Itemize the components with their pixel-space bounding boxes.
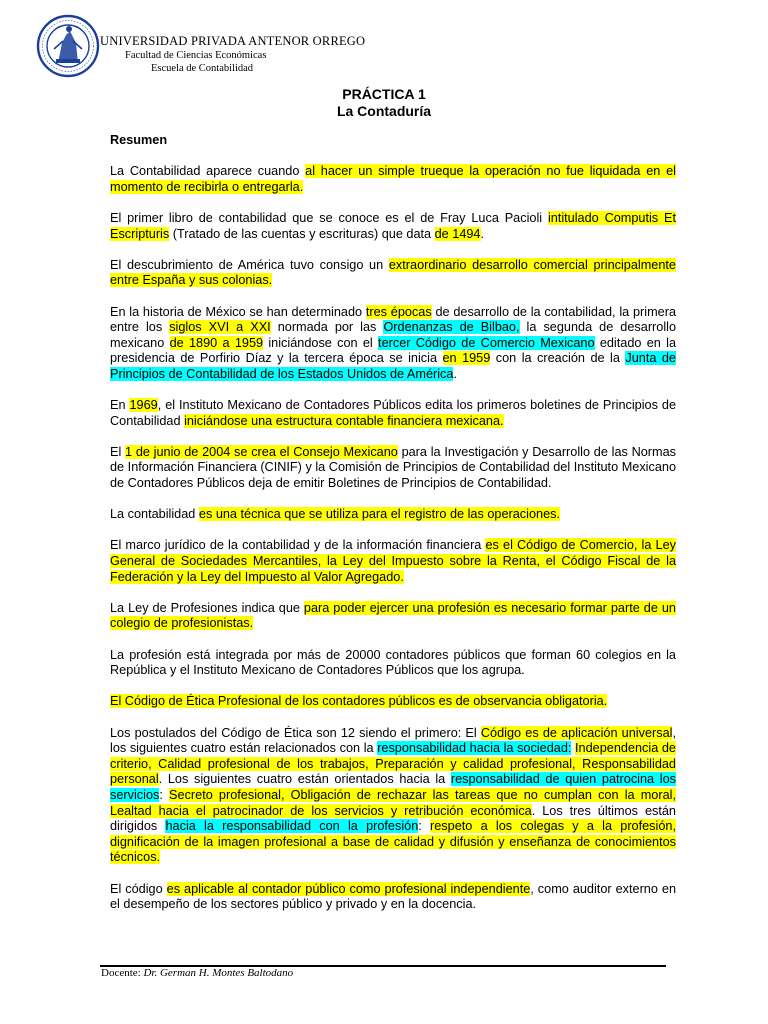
- text-run: , como auditor externo en el desempeño de los sectores público y privado y en la docencia.: [110, 881, 677, 912]
- text-run: La contabilidad: [110, 507, 199, 522]
- text-run: En: [110, 398, 130, 413]
- highlight-yellow: tres épocas: [365, 304, 432, 319]
- paragraph-list: [110, 164, 676, 913]
- text-run: :: [159, 787, 170, 802]
- text-run: La Ley de Profesiones indica que: [110, 600, 304, 615]
- university-name: UNIVERSIDAD PRIVADA ANTENOR ORREGO: [100, 34, 366, 48]
- paragraph: [110, 211, 676, 242]
- text-run: En la historia de México se han determinado: [110, 304, 366, 319]
- highlight-yellow: extraordinario desarrollo comercial principalmente entre España y sus colonias.: [110, 257, 676, 288]
- paragraph: [110, 601, 676, 632]
- text-run: para la Investigación y Desarrollo de las Normas de Información Financiera (CINIF) y la Comisión de Principios de Contabilidad del Instituto Mexicano de Contadores Públicos deja de emitir Boletines de Principios de Contabilidad.: [110, 444, 676, 491]
- highlight-yellow: El Código de Ética Profesional de los contadores públicos es de observancia obligatoria.: [110, 694, 608, 709]
- highlight-yellow: siglos XVI a XXI: [169, 320, 271, 335]
- text-run: La profesión está integrada por más de 20000 contadores públicos que forman 60 colegios en la República y el Instituto Mexicano de Contadores Públicos que los agrupa.: [110, 647, 676, 678]
- highlight-yellow: de 1890 a 1959: [169, 335, 264, 350]
- paragraph: [110, 507, 676, 523]
- highlight-yellow: es el Código de Comercio, la Ley General de Sociedades Mercantiles, la Ley del Impuesto sobre la Renta, el Código Fiscal de la Federación y la Ley del Impuesto al Valor Agregado.: [110, 538, 676, 584]
- highlight-cyan: responsabilidad de quien patrocina los servicios: [110, 772, 676, 802]
- text-run: . Los tres últimos están dirigidos: [110, 803, 676, 834]
- highlight-cyan: responsabilidad hacia la sociedad:: [377, 741, 572, 756]
- highlight-yellow: en 1959: [442, 351, 491, 366]
- highlight-yellow: 1 de junio de 2004 se crea el Consejo Mexicano: [125, 444, 398, 459]
- faculty-name: Facultad de Ciencias Económicas: [125, 50, 267, 61]
- text-run: iniciándose con el: [263, 335, 379, 350]
- highlight-yellow: es una técnica que se utiliza para el registro de las operaciones.: [198, 507, 560, 522]
- highlight-cyan: Ordenanzas de Bilbao,: [383, 320, 520, 335]
- text-run: con la creación de la: [490, 351, 626, 366]
- text-run: .: [453, 366, 457, 381]
- text-run: El código: [110, 881, 167, 896]
- highlight-yellow: Secreto profesional, Obligación de rechazar las tareas que no cumplan con la moral, Lealtad hacia el patrocinador de los servicios y retribución económica: [110, 787, 676, 818]
- text-run: El: [110, 444, 126, 459]
- text-run: la segunda de desarrollo mexicano: [110, 320, 677, 350]
- footer: [101, 967, 293, 979]
- highlight-yellow: iniciándose una estructura contable financiera mexicana.: [184, 413, 504, 428]
- paragraph: [110, 258, 676, 289]
- highlight-yellow: intitulado Computis Et Escripturis: [110, 210, 676, 241]
- text-run: El descubrimiento de América tuvo consigo un: [110, 257, 389, 272]
- highlight-yellow: es aplicable al contador público como profesional independiente: [166, 881, 531, 896]
- text-run: , el Instituto Mexicano de Contadores Públicos edita los primeros boletines de Principios de Contabilidad: [110, 398, 677, 428]
- text-run: de desarrollo de la contabilidad, la primera entre los: [110, 304, 676, 335]
- section-heading: Resumen: [110, 133, 168, 147]
- text-run: . Los siguientes cuatro están orientados hacia la: [158, 772, 451, 787]
- text-run: :: [418, 819, 431, 834]
- text-run: El marco jurídico de la contabilidad y de la información financiera: [110, 538, 486, 553]
- highlight-yellow: Independencia de criterio, Calidad profesional de los trabajos, Preparación y calidad profesional, Responsabilidad personal: [110, 741, 676, 787]
- highlight-cyan: tercer Código de Comercio Mexicano: [378, 335, 595, 350]
- highlight-yellow: Código es de aplicación universal: [480, 725, 673, 740]
- school-name: Escuela de Contabilidad: [151, 63, 254, 74]
- highlight-yellow: al hacer un simple trueque la operación no fue liquidada en el momento de recibirla o entregarla.: [110, 164, 676, 194]
- text-run: (Tratado de las cuentas y escrituras) que data: [169, 226, 435, 241]
- highlight-cyan: hacia la responsabilidad con la profesión: [165, 819, 419, 834]
- highlight-cyan: Junta de Principios de Contabilidad de los Estados Unidos de América: [110, 351, 676, 381]
- highlight-yellow: 1969: [129, 398, 158, 413]
- paragraph: [110, 726, 676, 866]
- text-run: editado en la presidencia de Porfirio Díaz y la tercera época se inicia: [110, 335, 677, 366]
- paragraph: [110, 882, 676, 913]
- paragraph: [110, 305, 676, 383]
- paragraph: [110, 164, 676, 195]
- text-run: Los postulados del Código de Ética son 12 siendo el primero: El: [110, 725, 481, 740]
- paragraph: [110, 538, 676, 585]
- text-run: El primer libro de contabilidad que se conoce es el de Fray Luca Pacioli: [110, 210, 548, 225]
- text-run: , los siguientes cuatro están relacionados con la: [110, 725, 676, 756]
- text-run: .: [480, 226, 485, 241]
- text-run: La Contabilidad aparece cuando: [110, 164, 306, 179]
- university-seal-logo: [36, 13, 100, 79]
- text-run: normada por las: [270, 320, 384, 335]
- footer-teacher-name: Dr. German H. Montes Baltodano: [143, 967, 294, 979]
- paragraph: [110, 694, 676, 710]
- page-title: PRÁCTICA 1: [342, 86, 426, 102]
- highlight-yellow: respeto a los colegas y a la profesión, dignificación de la imagen profesional a base de calidad y difusión y enseñanza de conocimientos técnicos.: [110, 819, 676, 865]
- paragraph: [110, 445, 676, 492]
- paragraph: [110, 398, 676, 429]
- highlight-yellow: de 1494: [434, 226, 481, 241]
- page-subtitle: La Contaduría: [336, 103, 432, 119]
- highlight-yellow: para poder ejercer una profesión es necesario formar parte de un colegio de profesionistas.: [110, 600, 676, 631]
- paragraph: [110, 648, 676, 679]
- institution-header: [100, 34, 365, 74]
- footer-label: Docente:: [101, 967, 144, 979]
- document-body: [110, 133, 676, 928]
